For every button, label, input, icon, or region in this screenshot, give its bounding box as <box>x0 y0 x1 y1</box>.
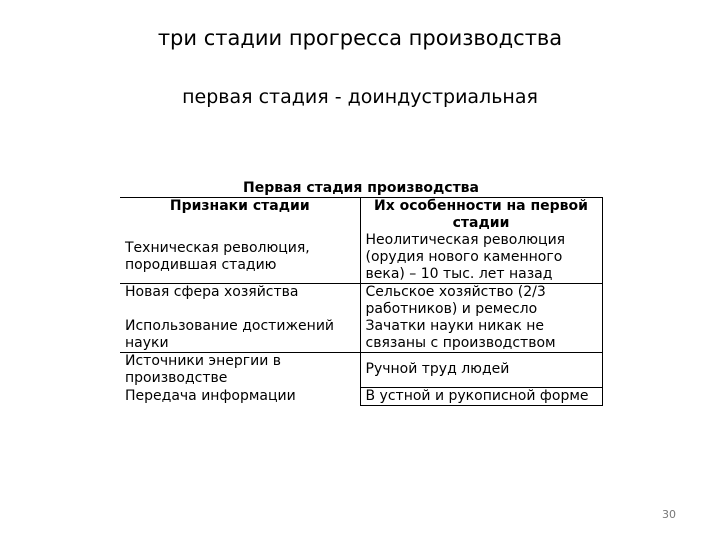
table-row <box>120 388 602 406</box>
table-caption: Первая стадия производства <box>242 180 479 196</box>
table-cell: Передача информации <box>125 387 296 404</box>
table-cell: В устной и рукописной форме <box>360 388 602 406</box>
table-header-row <box>120 198 602 233</box>
table-row <box>120 232 602 284</box>
table-cell: Новая сфера хозяйства <box>125 284 299 300</box>
table-cell: Ручной труд людей <box>360 353 602 388</box>
stage-table <box>120 197 603 406</box>
table-cell: Сельское хозяйство (2/3 работников) и ремесло <box>360 284 602 319</box>
table-cell: Техническая революция, породившая стадию <box>120 232 360 284</box>
stage-table-container <box>120 180 602 406</box>
slide-subtitle: первая стадия - доиндустриальная <box>182 86 538 108</box>
table-cell: Неолитическая революция (орудия нового каменного века) – 10 тыс. лет назад <box>360 232 602 284</box>
slide-title: три стадии прогресса производства <box>157 26 563 50</box>
page-number: 30 <box>662 508 676 521</box>
column-header-specifics: Их особенности на первой стадии <box>360 198 602 233</box>
table-cell: Зачатки науки никак не связаны с производством <box>360 318 602 353</box>
table-row <box>120 284 602 319</box>
table-row <box>120 318 602 353</box>
table-cell: Источники энергии в производстве <box>125 353 282 386</box>
table-cell: Использование достижений науки <box>120 318 360 353</box>
column-header-features: Признаки стадии <box>120 198 360 233</box>
table-row <box>120 353 602 388</box>
